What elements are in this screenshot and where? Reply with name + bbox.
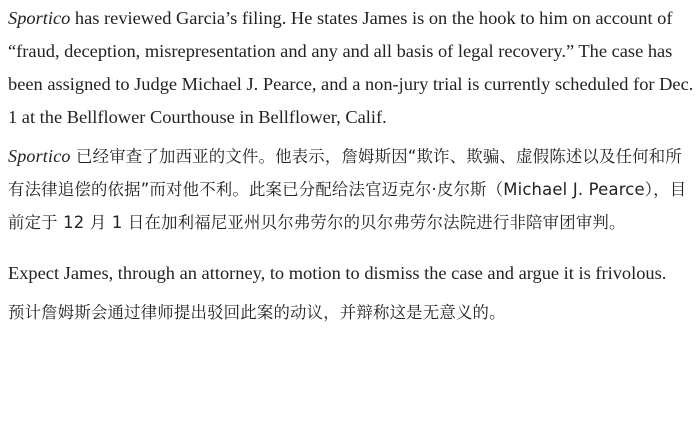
paragraph-text: Expect James, through an attorney, to motion to dismiss the case and argue it is frivolous. [8,263,667,283]
paragraph-text: has reviewed Garcia’s filing. He states James is on the hook to him on account of “fraud, deception, misrepresentation and any and all basis of legal recovery.” The case has been assigned to Judge Michael J. Pearce, and a non-jury trial is currently scheduled for Dec. 1 at the Bellflower Courthouse in Bellflower, Calif. [8,8,694,127]
paragraph-spacer [8,239,698,257]
paragraph-english-2 [8,257,698,290]
publication-name: Sportico [8,8,71,28]
paragraph-english-1 [8,2,698,134]
paragraph-chinese-1 [8,140,698,239]
paragraph-text: 已经审查了加西亚的文件。他表示，詹姆斯因“欺诈、欺骗、虚假陈述以及任何和所有法律追偿的依据”而对他不利。此案已分配给法官迈克尔·皮尔斯（Michael J. Pearce），目前定于 12 月 1 日在加利福尼亚州贝尔弗劳尔的贝尔弗劳尔法院进行非陪审团审判。 [8,147,687,232]
paragraph-chinese-2 [8,296,698,329]
publication-name: Sportico [8,146,71,166]
paragraph-text: 预计詹姆斯会通过律师提出驳回此案的动议，并辩称这是无意义的。 [8,303,506,322]
article-body [8,2,698,329]
